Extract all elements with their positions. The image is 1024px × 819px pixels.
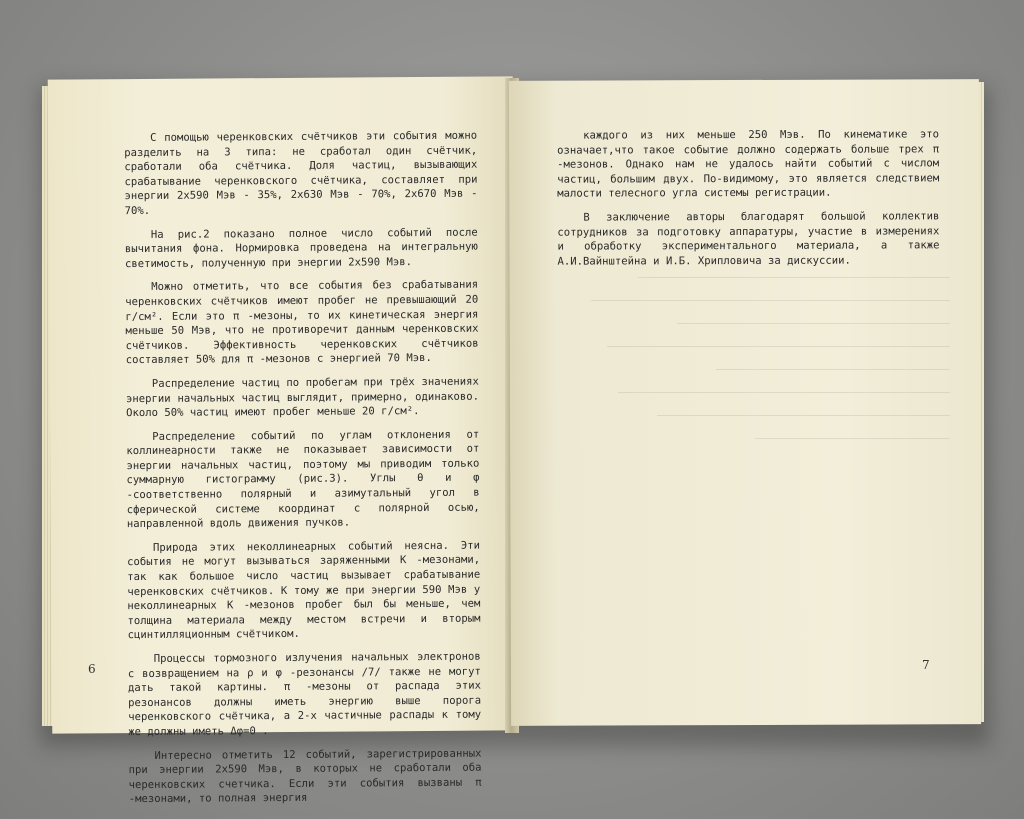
left-paragraph-2: На рис.2 показано полное число событий после вычитания фона. Нормировка проведена на интегральную светимость, полученную при энергии 2x590 Мэв. [124,226,478,270]
right-paragraph-2: В заключение авторы благодарят большой коллектив сотрудников за подготовку аппаратуры, участие в измерениях и обработку экспериментального материала, а также А.И.Вайнштейна и И.Б. Хрипловича за дискуссии. [557,210,940,268]
left-paragraph-1: С помощью черенковских счётчиков эти события можно разделить на 3 типа: не сработал один счётчик, сработали оба счётчика. Доля частиц, вызывающих срабатывание черенковского счётчика, составляет при энергии 2x590 Мэв - 35%, 2x630 Мэв - 70%, 2x670 Мэв - 70%. [124,129,478,218]
show-through-text [560,255,950,595]
left-paragraph-4: Распределение частиц по пробегам при трёх значениях энергии начальных частиц выглядит, примерно, одинаково. Около 50% частиц имеют пробег меньше 20 г/см². [125,375,479,420]
page-number-right: 7 [922,658,930,672]
left-paragraph-8: Интересно отметить 12 событий, зарегистрированных при энергии 2x590 Мэв, в которых не сработали оба черенковских счетчика. Если эти события вызваны π -мезонами, то полная энергия [128,747,482,806]
page-number-left: 6 [88,662,96,676]
left-paragraph-6: Природа этих неколлинеарных событий неясна. Эти события не могут вызываться заряженными K -мезонами, так как большое число частиц вызывает срабатывание черенковских счётчиков. К тому же при энергии 590 Мэв у неколлинеарных K -мезонов пробег был бы меньше, чем толщина материала между местом встречи и вторым сцинтилляционным счётчиком. [127,539,481,642]
right-paragraph-1: каждого из них меньше 250 Мэв. По кинематике это означает,что такое событие должно содержать больше трех π -мезонов. Однако нам не удалось найти событий с числом частиц, большим двух. По-видимому, это является следствием малости телесного угла системы регистрации. [557,128,940,201]
left-paragraph-5: Распределение событий по углам отклонения от коллинеарности также не показывает зависимости от энергии начальных частиц, поэтому мы приводим только суммарную гистограмму (рис.3). Углы θ и φ -соответственно полярный и азимутальный угол в сферической системе координат с полярной осью, направленной вдоль движения пучков. [126,428,480,531]
left-page [48,76,518,806]
left-paragraph-3: Можно отметить, что все события без срабатывания черенковских счётчиков имеют пробег не превышающий 20 г/см². Если это π -мезоны, то их кинетическая энергия меньше 50 Мэв, что не противоречит данным черенковских счётчиков. Эффективность черенковских счётчиков составляет 50% для π -мезонов с энергией 70 Мэв. [125,278,479,367]
left-paragraph-7: Процессы тормозного излучения начальных электронов с возвращением на ρ и φ -резонансы /7/ также не могут дать такой картины. π -мезоны от распада этих резонансов должны иметь энергию выше порога черенковского счётчика, а 2-х частичные распады к тому же должны иметь Δφ=0 . [127,650,482,739]
